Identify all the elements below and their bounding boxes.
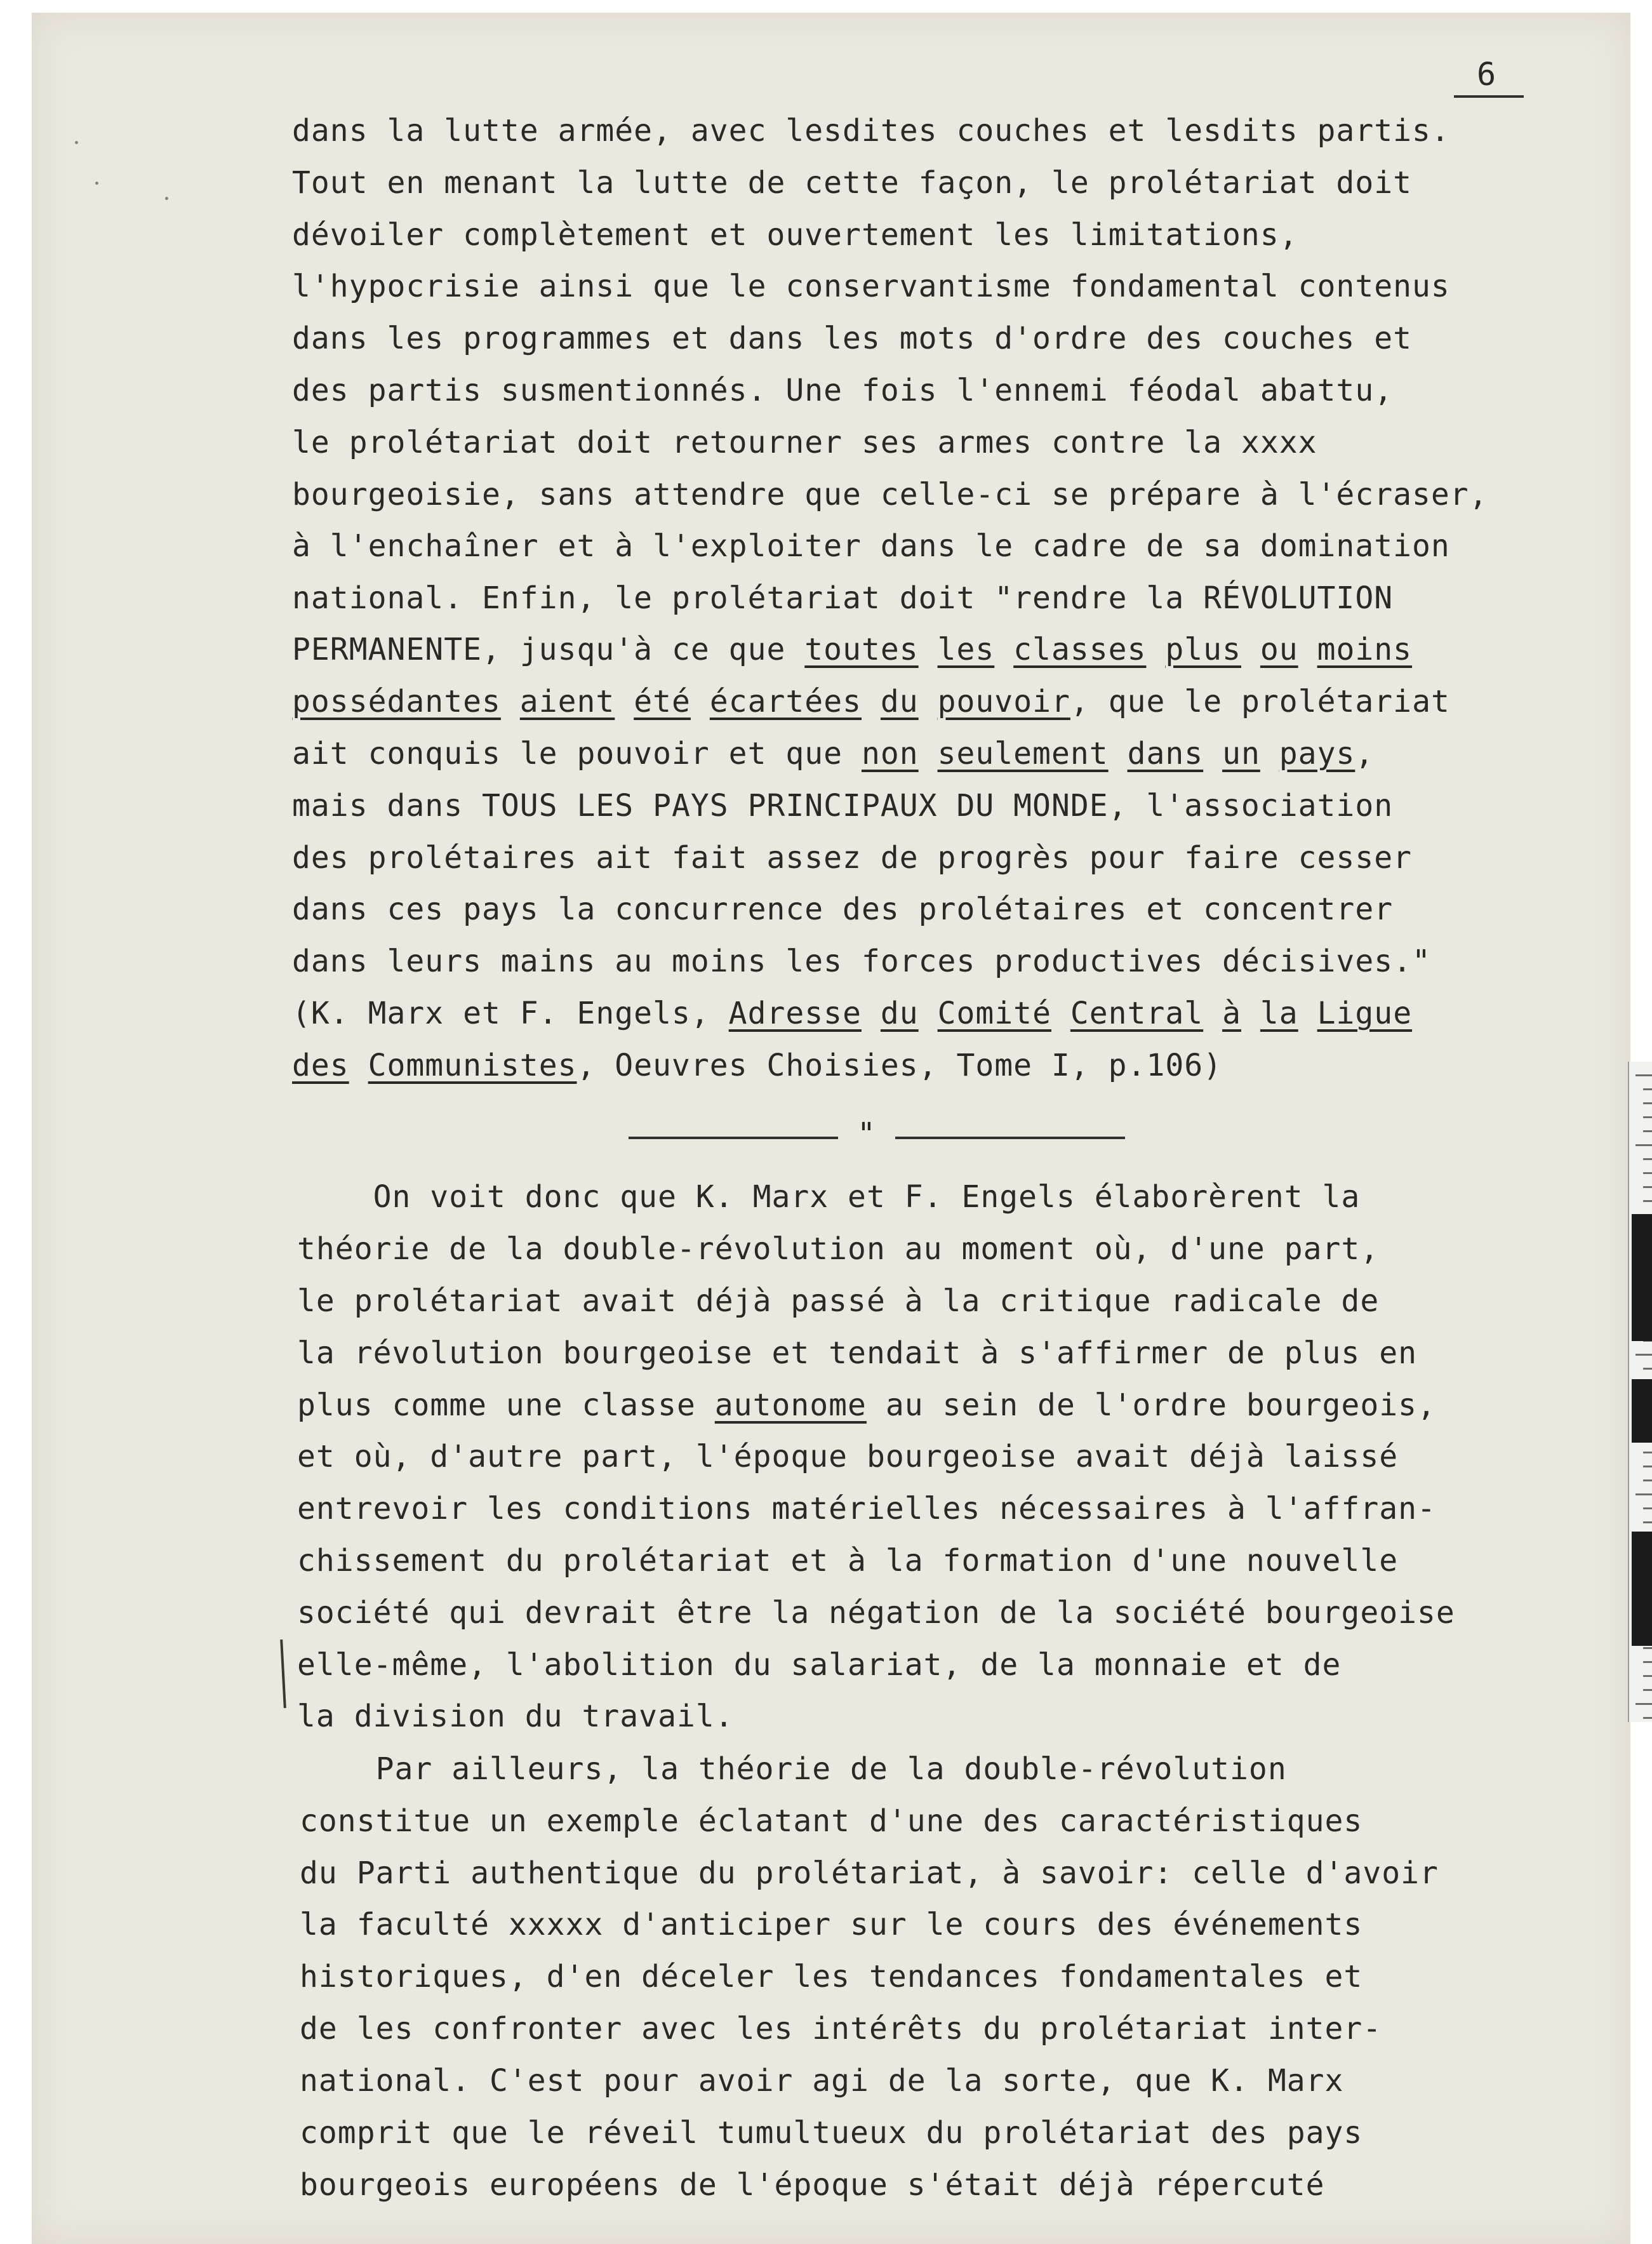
separator-rule-left xyxy=(629,1137,838,1139)
text-line: des prolétaires ait fait assez de progrès pour faire cesser xyxy=(292,840,1413,876)
text-line: national. C'est pour avoir agi de la sorte, que K. Marx xyxy=(300,2063,1344,2099)
text-line: Par ailleurs, la théorie de la double-révolution xyxy=(300,1751,1287,1787)
scale-tick xyxy=(1643,1507,1652,1509)
text-line: On voit donc que K. Marx et F. Engels élaborèrent la xyxy=(297,1179,1361,1215)
scale-tick xyxy=(1643,1452,1652,1453)
paper-speck xyxy=(75,141,78,144)
text-line: constitue un exemple éclatant d'une des caractéristiques xyxy=(300,1803,1363,1839)
scale-tick xyxy=(1635,1074,1652,1076)
scale-tick xyxy=(1635,1354,1652,1356)
text-line: le prolétariat avait déjà passé à la critique radicale de xyxy=(297,1283,1380,1319)
text-line: entrevoir les conditions matérielles nécessaires à l'affran- xyxy=(297,1491,1436,1526)
scale-tick xyxy=(1635,1703,1652,1705)
page-number-underline xyxy=(1454,95,1524,98)
scale-tick xyxy=(1643,1675,1652,1677)
text-line: elle-même, l'abolition du salariat, de la monnaie et de xyxy=(297,1647,1342,1683)
text-line: dans leurs mains au moins les forces productives décisives." xyxy=(292,944,1431,979)
scale-block xyxy=(1632,1379,1652,1443)
color-scale-strip xyxy=(1628,1062,1652,1722)
text-line: chissement du prolétariat et à la formation d'une nouvelle xyxy=(297,1543,1399,1579)
scale-tick xyxy=(1643,1521,1652,1523)
text-line: ait conquis le pouvoir et que non seulement dans un pays, xyxy=(292,736,1375,771)
text-line: la faculté xxxxx d'anticiper sur le cours des événements xyxy=(300,1907,1363,1942)
paper-speck xyxy=(165,197,168,200)
text-line: PERMANENTE, jusqu'à ce que toutes les classes plus ou moins xyxy=(292,632,1413,667)
scale-tick xyxy=(1643,1172,1652,1174)
scale-tick xyxy=(1643,1661,1652,1663)
scale-tick xyxy=(1643,1689,1652,1691)
text-line: mais dans TOUS LES PAYS PRINCIPAUX DU MONDE, l'association xyxy=(292,788,1394,824)
text-line: comprit que le réveil tumultueux du prolétariat des pays xyxy=(300,2115,1363,2151)
scale-tick xyxy=(1643,1647,1652,1649)
scale-tick xyxy=(1643,1088,1652,1090)
text-line: des partis susmentionnés. Une fois l'ennemi féodal abattu, xyxy=(292,373,1394,408)
scale-tick xyxy=(1643,1102,1652,1104)
scale-tick xyxy=(1643,1466,1652,1467)
scale-tick xyxy=(1643,1158,1652,1160)
text-line: Tout en menant la lutte de cette façon, le prolétariat doit xyxy=(292,165,1413,201)
text-line: plus comme une classe autonome au sein de l'ordre bourgeois, xyxy=(297,1387,1436,1423)
text-line: historiques, d'en déceler les tendances fondamentales et xyxy=(300,1959,1363,1994)
scale-tick xyxy=(1643,1368,1652,1370)
text-line: société qui devrait être la négation de la société bourgeoise xyxy=(297,1595,1455,1631)
scale-tick xyxy=(1643,1130,1652,1132)
text-line: l'hypocrisie ainsi que le conservantisme fondamental contenus xyxy=(292,269,1450,304)
text-line: à l'enchaîner et à l'exploiter dans le cadre de sa domination xyxy=(292,528,1450,564)
text-line: national. Enfin, le prolétariat doit "rendre la RÉVOLUTION xyxy=(292,580,1394,616)
text-line: dans ces pays la concurrence des prolétaires et concentrer xyxy=(292,892,1394,927)
text-line: possédantes aient été écartées du pouvoir, que le prolétariat xyxy=(292,684,1450,719)
separator-rule-right xyxy=(895,1137,1125,1139)
scale-tick xyxy=(1635,1493,1652,1495)
text-line: et où, d'autre part, l'époque bourgeoise avait déjà laissé xyxy=(297,1439,1399,1474)
scale-tick xyxy=(1643,1186,1652,1188)
separator-mark: " xyxy=(857,1116,876,1152)
text-line: théorie de la double-révolution au moment où, d'une part, xyxy=(297,1231,1380,1267)
text-line: des Communistes, Oeuvres Choisies, Tome I, p.106) xyxy=(292,1048,1223,1083)
text-line: le prolétariat doit retourner ses armes contre la xxxx xyxy=(292,425,1317,460)
scale-tick xyxy=(1643,1116,1652,1118)
text-line: la division du travail. xyxy=(297,1699,734,1734)
text-line: dans la lutte armée, avec lesdites couches et lesdits partis. xyxy=(292,113,1450,149)
scale-tick xyxy=(1643,1479,1652,1481)
text-line: du Parti authentique du prolétariat, à savoir: celle d'avoir xyxy=(300,1855,1439,1891)
text-line: (K. Marx et F. Engels, Adresse du Comité Central à la Ligue xyxy=(292,996,1413,1031)
scale-tick xyxy=(1635,1144,1652,1146)
text-line: bourgeoisie, sans attendre que celle-ci se prépare à l'écraser, xyxy=(292,477,1488,512)
text-line: dans les programmes et dans les mots d'ordre des couches et xyxy=(292,321,1413,356)
text-line: la révolution bourgeoise et tendait à s'affirmer de plus en xyxy=(297,1335,1418,1371)
paper-speck xyxy=(95,182,98,185)
text-line: de les confronter avec les intérêts du prolétariat inter- xyxy=(300,2011,1382,2047)
text-line: dévoiler complètement et ouvertement les limitations, xyxy=(292,217,1298,253)
scale-block xyxy=(1632,1214,1652,1341)
scale-block xyxy=(1632,1532,1652,1646)
scale-tick xyxy=(1643,1200,1652,1202)
page-number: 6 xyxy=(1477,56,1496,93)
text-line: bourgeois européens de l'époque s'était déjà répercuté xyxy=(300,2167,1325,2203)
scale-tick xyxy=(1643,1717,1652,1719)
